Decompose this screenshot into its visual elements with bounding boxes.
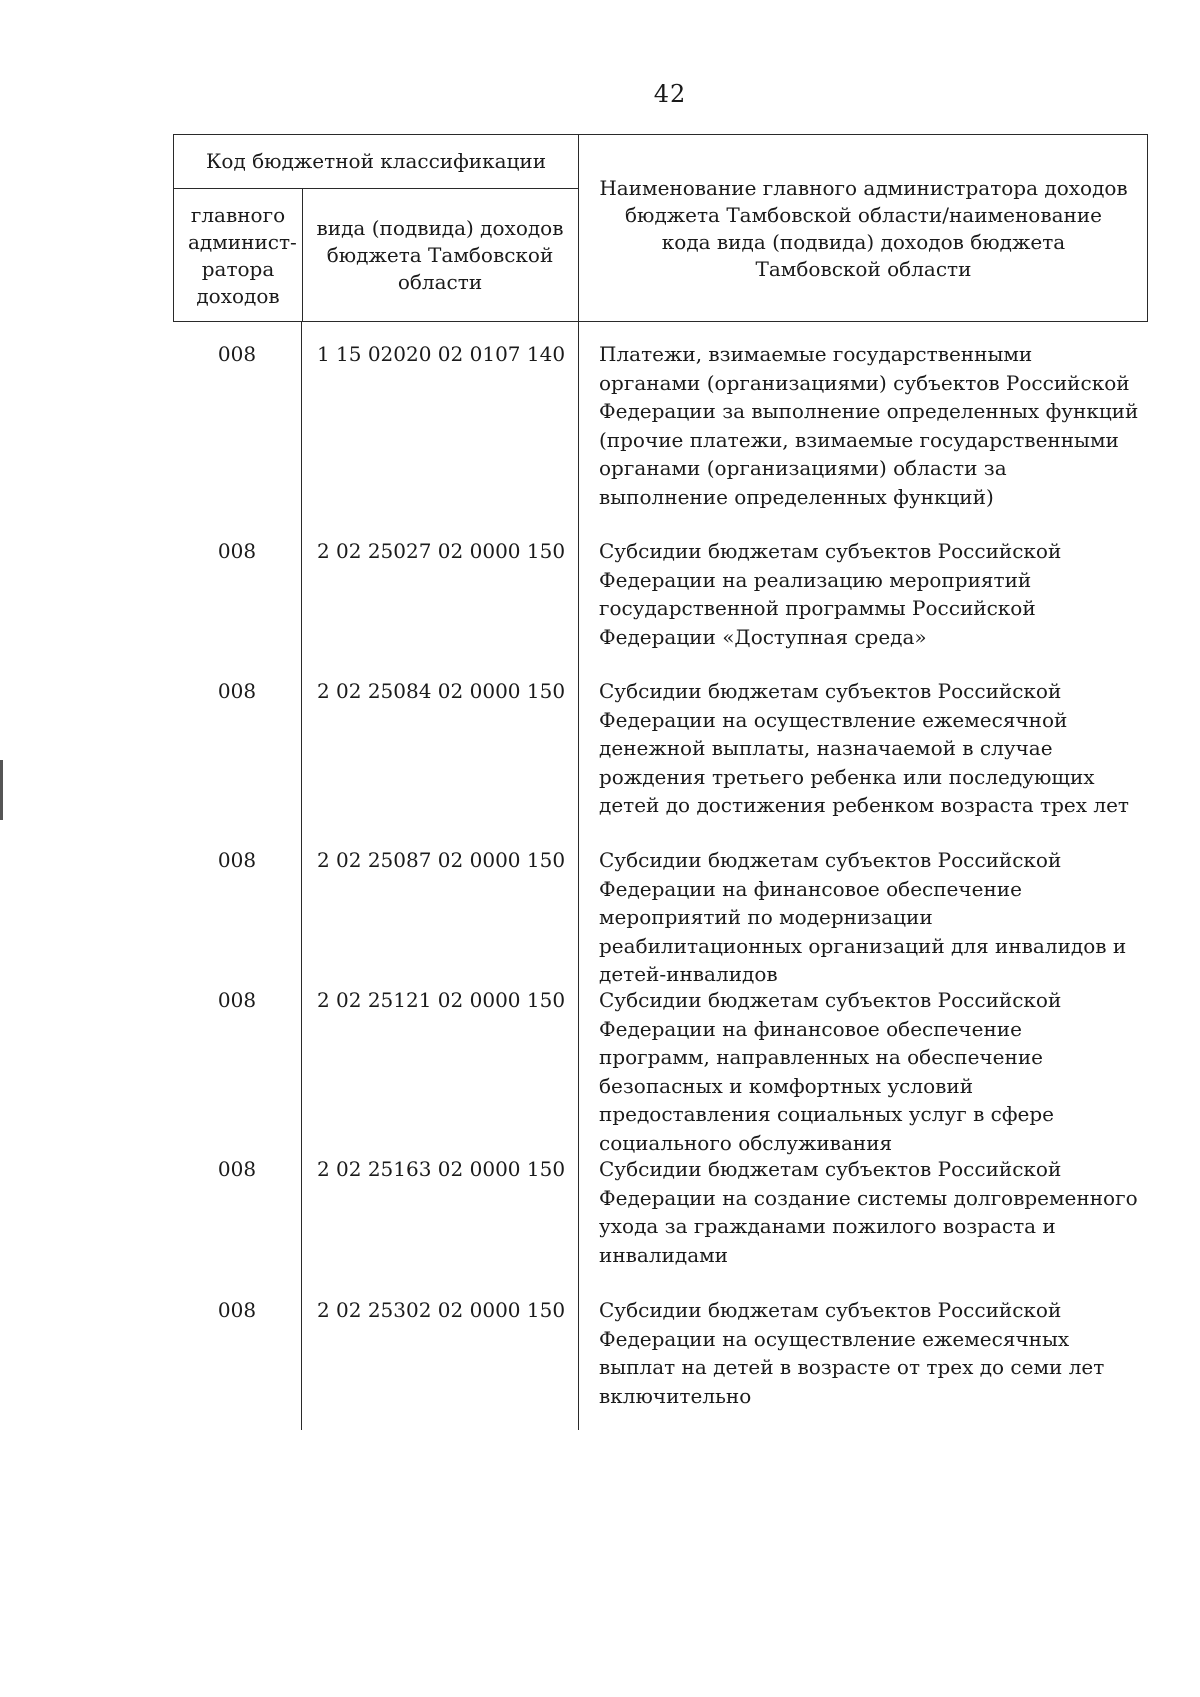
row-income-code: 2 02 25163 02 0000 150	[316, 1157, 566, 1181]
header-col-kind: вида (подвида) доходов бюджета Тамбовской области	[316, 216, 564, 294]
row-admin-code: 008	[217, 1298, 257, 1322]
row-admin-code: 008	[217, 679, 257, 703]
column-divider	[301, 322, 302, 1430]
row-income-code: 1 15 02020 02 0107 140	[316, 342, 566, 366]
row-income-code: 2 02 25121 02 0000 150	[316, 988, 566, 1012]
row-description: Субсидии бюджетам субъектов Российской Федерации на финансовое обеспечение мероприятий по модернизации реабилитационных организаций для инвалидов и детей-инвалидов	[599, 848, 1127, 986]
row-description: Субсидии бюджетам субъектов Российской Федерации на финансовое обеспечение программ, направленных на обеспечение безопасных и комфортных условий предоставления социальных услуг в сфере социального обслуживания	[599, 988, 1062, 1155]
row-admin-code: 008	[217, 1157, 257, 1181]
row-description: Субсидии бюджетам субъектов Российской Федерации на осуществление ежемесячной денежной выплаты, назначаемой в случае рождения третьего ребенка или последующих детей до достижения ребенком возраста трех лет	[599, 679, 1129, 817]
row-admin-code: 008	[217, 848, 257, 872]
row-income-code: 2 02 25084 02 0000 150	[316, 679, 566, 703]
column-divider	[578, 322, 579, 1430]
row-description: Субсидии бюджетам субъектов Российской Федерации на реализацию мероприятий государственной программы Российской Федерации «Доступная среда»	[599, 539, 1062, 649]
row-income-code: 2 02 25027 02 0000 150	[316, 539, 566, 563]
header-group-title: Код бюджетной классификации	[205, 149, 547, 173]
row-admin-code: 008	[217, 988, 257, 1012]
header-col-name: Наименование главного администратора доходов бюджета Тамбовской области/наименование кода вида (подвида) доходов бюджета Тамбовской области	[599, 176, 1128, 281]
row-description: Платежи, взимаемые государственными органами (организациями) субъектов Российской Федерации за выполнение определенных функций (прочие платежи, взимаемые государственными органами (организациями) области за выполнение определенных функций)	[599, 342, 1139, 509]
row-admin-code: 008	[217, 342, 257, 366]
table-header	[173, 134, 1148, 322]
row-description: Субсидии бюджетам субъектов Российской Федерации на создание системы долговременного ухода за гражданами пожилого возраста и инвалидами	[599, 1157, 1138, 1267]
row-admin-code: 008	[217, 539, 257, 563]
scan-edge-mark	[0, 760, 3, 820]
row-income-code: 2 02 25302 02 0000 150	[316, 1298, 566, 1322]
row-description: Субсидии бюджетам субъектов Российской Федерации на осуществление ежемесячных выплат на детей в возрасте от трех до семи лет включительно	[599, 1298, 1105, 1408]
header-col-admin: главного админист-ратора доходов	[188, 202, 297, 308]
row-income-code: 2 02 25087 02 0000 150	[316, 848, 566, 872]
page-number: 42	[653, 80, 687, 108]
